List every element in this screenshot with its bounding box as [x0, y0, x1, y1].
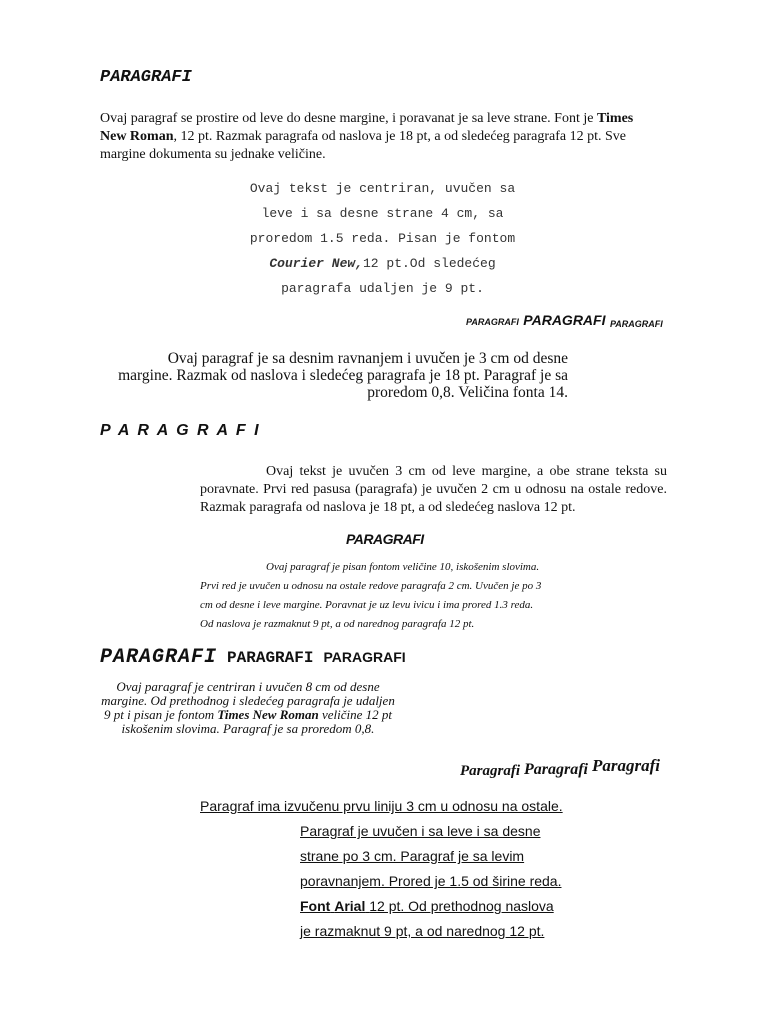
heading-wide: PARAGRAFI [100, 646, 218, 669]
paragraph-right-aligned: Ovaj paragraf je sa desnim ravnanjem i uvučen je 3 cm od desne margine. Razmak od naslova i sledećeg paragrafa je 18 pt. Paragraf je sa proredom 0,8. Veličina fonta 14. [118, 350, 568, 401]
paragraph-1-text-b: , 12 pt. Razmak paragrafa od naslova je 18 pt, a od sledećeg paragrafa 12 pt. Sve margine dokumenta su jednake veličine. [100, 129, 626, 162]
heading-small-2: PARAGRAFI [609, 319, 663, 329]
heading-mono: PARAGRAFI [227, 649, 314, 667]
paragraph-1 [100, 110, 640, 164]
centered-line-4-rest: 12 pt.Od sledećeg [363, 256, 496, 271]
heading-p3: Paragrafi [592, 756, 660, 775]
centered-italic-bold: Times New Roman [217, 707, 319, 722]
arial-line-5 [200, 894, 563, 919]
paragraph-1-text-a: Ovaj paragraf se prostire od leve do desne margine, i poravanat je sa leve strane. Font je [100, 111, 597, 126]
paragraph-arial [200, 794, 563, 944]
arial-bold-font: Font [300, 898, 331, 914]
italic-line-2: Prvi red je uvučen u odnosu na ostale redove paragrafa 2 cm. Uvučen je po 3 [200, 580, 542, 592]
heading-p2: Paragrafi [524, 761, 588, 778]
italic-line-1: Ovaj paragraf je pisan fontom veličine 10, iskošenim slovima. [266, 561, 540, 573]
arial-line-6: je razmaknut 9 pt, a od narednog 12 pt. [300, 923, 545, 939]
centered-italic-text-a: Ovaj paragraf je centriran i uvučen 8 cm od desne margine. Od prethodnog i sledećeg paragrafa je udaljen 9 pt i pisan je fontom [101, 679, 395, 722]
heading-big: PARAGRAFI [523, 312, 606, 328]
centered-italic-text-b: veličine 12 pt iskošenim slovima. Paragraf je sa proredom 0,8. [121, 707, 393, 736]
heading-p1: Paragrafi [460, 763, 520, 779]
centered-line-5: paragrafa udaljen je 9 pt. [281, 281, 484, 296]
arial-line-1: Paragraf ima izvučenu prvu liniju 3 cm u odnosu na ostale. [200, 798, 563, 814]
arial-line-2: Paragraf je uvučen i sa leve i sa desne [300, 823, 541, 839]
paragraph-centered-italic [100, 680, 396, 736]
arial-line-4: poravnanjem. Prored je 1.5 od širine reda. [300, 873, 562, 889]
arial-line-5-rest: 12 pt. Od prethodnog naslova [369, 898, 554, 914]
italic-line-4: Od naslova je razmaknut 9 pt, a od narednog paragrafa 12 pt. [200, 618, 475, 630]
heading-group-right [466, 312, 686, 330]
heading-paragrafi-centered: PARAGRAFI [346, 531, 424, 547]
paragraph-italic-small [200, 558, 600, 634]
heading-condensed: PARAGRAFI [323, 649, 406, 665]
italic-line-3: cm od desne i leve margine. Poravnat je uz levu ivicu i ima prored 1.3 reda. [200, 599, 534, 611]
centered-line-2: leve i sa desne strane 4 cm, sa [261, 206, 504, 221]
paragraph-1-bold: Times New Roman [100, 111, 634, 144]
arial-bold-arial: Arial [334, 898, 366, 914]
paragraph-justified: Ovaj tekst je uvučen 3 cm od leve margine, a obe strane teksta su poravnate. Prvi red pasusa (paragrafa) je uvučen 2 cm u odnosu na ostale redove. Razmak paragrafa od naslova je 18 pt, a od sledećeg naslova 12 pt. [200, 464, 667, 515]
centered-line-4 [230, 251, 535, 276]
heading-group-three [100, 646, 406, 669]
centered-line-3: proredom 1.5 reda. Pisan je fontom [249, 231, 516, 246]
heading-spaced: P A R A G R A F I [100, 422, 261, 439]
heading-small-1: PARAGRAFI [466, 317, 519, 327]
centered-line-1: Ovaj tekst je centriran, uvučen sa [249, 181, 516, 196]
centered-paragraph [230, 176, 535, 301]
arial-line-3: strane po 3 cm. Paragraf je sa levim [300, 848, 525, 864]
courier-bold: Courier New, [269, 256, 363, 271]
heading-paragrafi-1: PARAGRAFI [100, 68, 192, 87]
heading-group-paragrafi [460, 756, 660, 780]
